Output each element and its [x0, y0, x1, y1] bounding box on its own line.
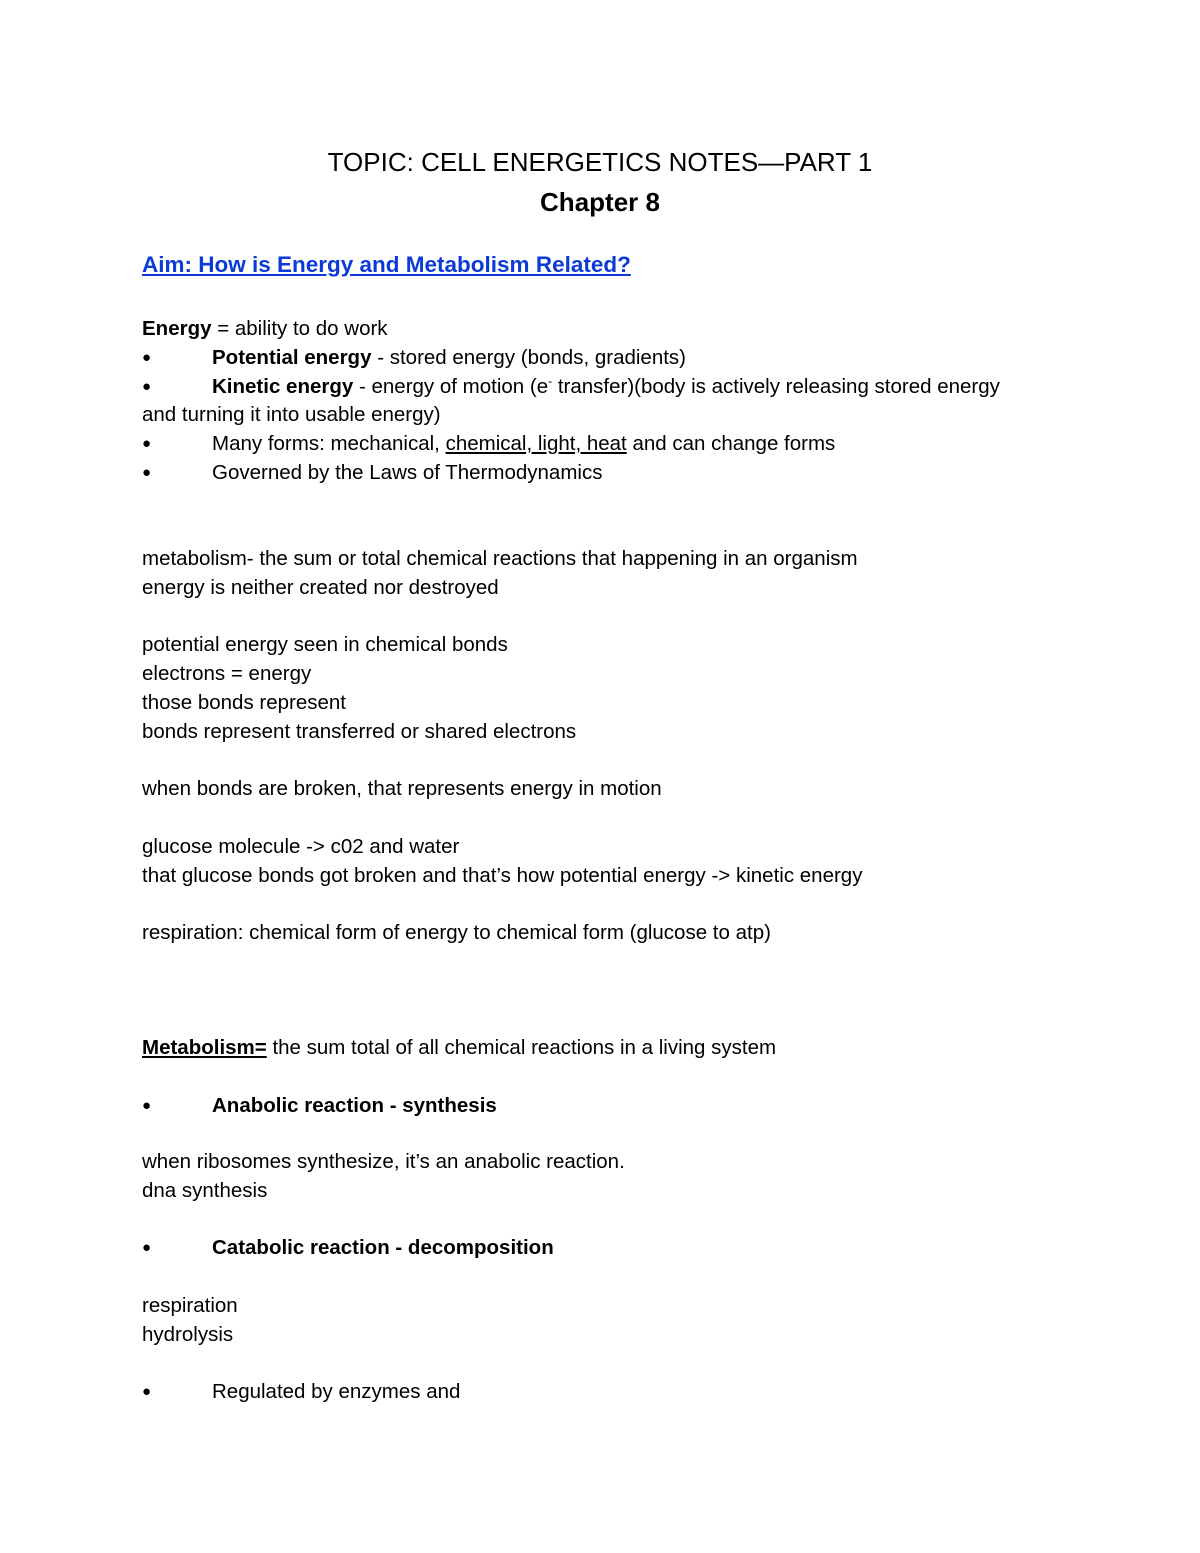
- kinetic-energy-text-b: transfer)(body is actively releasing stored energy: [552, 375, 1000, 398]
- bullet-icon: ●: [142, 1097, 152, 1114]
- bullet-anabolic: [212, 1093, 497, 1119]
- bullet-icon: ●: [142, 1239, 152, 1256]
- bullet-icon: ●: [142, 378, 152, 395]
- bullet-icon: ●: [142, 1383, 152, 1400]
- note-line: that glucose bonds got broken and that’s how potential energy -> kinetic energy: [142, 864, 863, 887]
- note-line: respiration: chemical form of energy to chemical form (glucose to atp): [142, 921, 771, 944]
- kinetic-energy-term: Kinetic energy: [212, 375, 354, 398]
- note-line: energy is neither created nor destroyed: [142, 576, 499, 599]
- note-line: metabolism- the sum or total chemical reactions that happening in an organism: [142, 547, 858, 570]
- energy-definition-text: = ability to do work: [211, 317, 388, 340]
- note-line: dna synthesis: [142, 1179, 268, 1202]
- note-line: those bonds represent: [142, 691, 346, 714]
- metabolism-definition-text: the sum total of all chemical reactions in a living system: [266, 1036, 777, 1059]
- bullet-kinetic-energy: [212, 374, 1000, 400]
- bullet-catabolic: [212, 1235, 554, 1261]
- metabolism-term: Metabolism=: [142, 1036, 267, 1059]
- catabolic-heading: Catabolic reaction - decomposition: [212, 1236, 554, 1259]
- aim-heading: Aim: How is Energy and Metabolism Related?: [142, 252, 631, 277]
- note-line: electrons = energy: [142, 662, 312, 685]
- potential-energy-term: Potential energy: [212, 346, 372, 369]
- note-line: when ribosomes synthesize, it’s an anabolic reaction.: [142, 1150, 625, 1173]
- bullet-thermodynamics: Governed by the Laws of Thermodynamics: [212, 461, 603, 484]
- note-line: glucose molecule -> c02 and water: [142, 835, 460, 858]
- energy-forms-text-b: and can change forms: [626, 432, 836, 455]
- energy-definition: [142, 316, 388, 342]
- note-line: bonds represent transferred or shared electrons: [142, 720, 577, 743]
- chapter-heading: Chapter 8: [540, 187, 660, 217]
- metabolism-definition: [142, 1035, 776, 1061]
- potential-energy-text: - stored energy (bonds, gradients): [371, 346, 686, 369]
- anabolic-heading: Anabolic reaction - synthesis: [212, 1094, 497, 1117]
- kinetic-energy-text-a: - energy of motion (e: [353, 375, 549, 398]
- bullet-icon: ●: [142, 349, 152, 366]
- energy-forms-underlined: chemical, light, heat: [445, 432, 627, 455]
- electron-superscript: -: [548, 374, 553, 389]
- bullet-energy-forms: [212, 431, 835, 457]
- energy-forms-text-a: Many forms: mechanical,: [212, 432, 446, 455]
- bullet-icon: ●: [142, 464, 152, 481]
- energy-term: Energy: [142, 317, 212, 340]
- bullet-icon: ●: [142, 435, 152, 452]
- bullet-potential-energy: [212, 345, 686, 371]
- kinetic-energy-continuation: and turning it into usable energy): [142, 403, 441, 426]
- note-line: potential energy seen in chemical bonds: [142, 633, 508, 656]
- bullet-regulated: Regulated by enzymes and: [212, 1380, 461, 1403]
- note-line: hydrolysis: [142, 1323, 234, 1346]
- note-line: respiration: [142, 1294, 238, 1317]
- page-title: TOPIC: CELL ENERGETICS NOTES—PART 1: [327, 147, 873, 177]
- note-line: when bonds are broken, that represents energy in motion: [142, 777, 662, 800]
